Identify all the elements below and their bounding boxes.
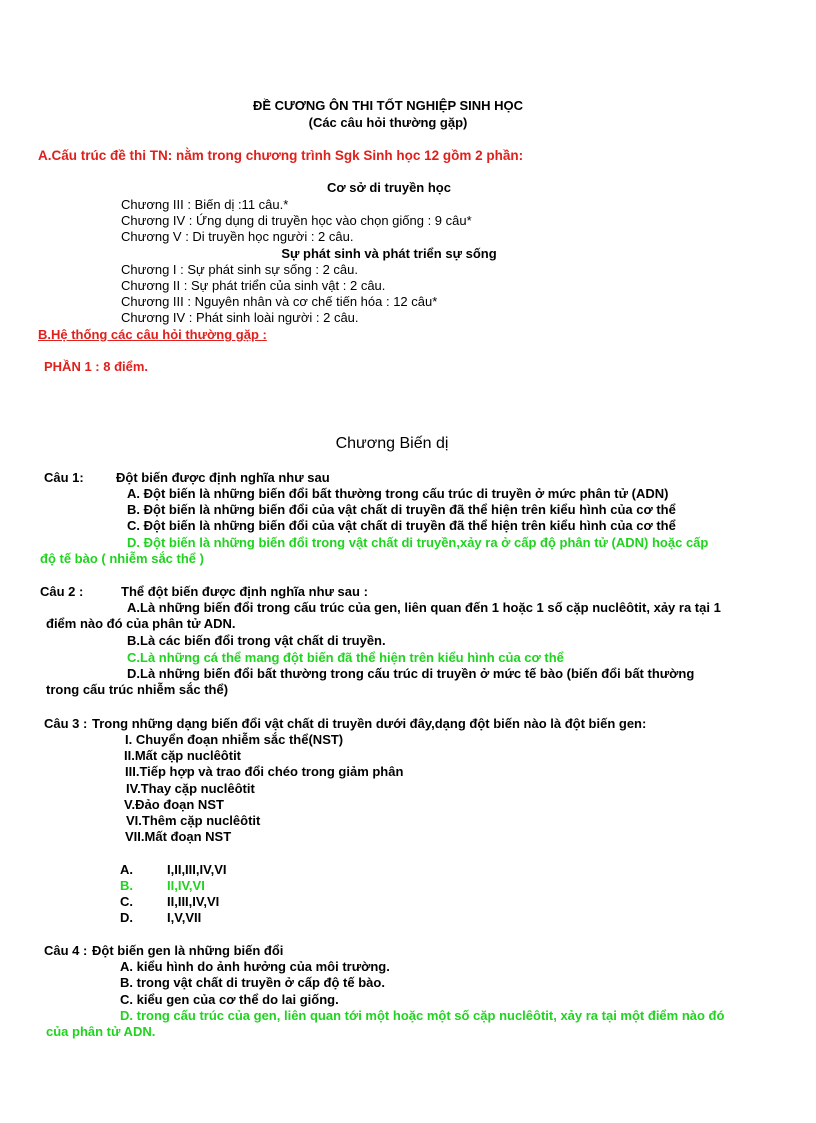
q3-option-value: I,V,VII xyxy=(167,910,202,925)
q3-item: VII.Mất đoạn NST xyxy=(125,829,232,844)
q3-item: III.Tiếp hợp và trao đổi chéo trong giảm phân xyxy=(125,764,404,779)
doc-subtitle: (Các câu hỏi thường gặp) xyxy=(308,115,468,130)
q4-option-b: B. trong vật chất di truyền ở cấp độ tế bào. xyxy=(120,975,385,990)
part2-title: Sự phát sinh và phát triển sự sống xyxy=(281,246,497,261)
q4-option-a: A. kiểu hình do ảnh hưởng của môi trường. xyxy=(120,959,390,974)
part2-item: Chương III : Nguyên nhân và cơ chế tiến hóa : 12 câu* xyxy=(121,294,438,309)
q3-option-value: I,II,III,IV,VI xyxy=(167,862,227,877)
q1-option-b: B. Đột biến là những biến đổi của vật chất di truyền đã thể hiện trên kiểu hình của cơ thể xyxy=(127,502,676,517)
section-b-heading: B.Hệ thống các câu hỏi thường gặp : xyxy=(38,327,267,342)
q4-option-d-cont: của phân tử ADN. xyxy=(46,1024,156,1039)
q3-option-key: A. xyxy=(120,862,133,877)
q2-option-b: B.Là các biến đổi trong vật chất di truyền. xyxy=(127,633,386,648)
q1-option-d: D. Đột biến là những biến đổi trong vật chất di truyền,xảy ra ở cấp độ phân tử (ADN) hoặc cấp xyxy=(127,535,709,550)
part1-item: Chương III : Biến dị :11 câu.* xyxy=(121,197,289,212)
q2-option-c: C.Là những cá thể mang đột biến đã thể hiện trên kiểu hình của cơ thể xyxy=(127,650,564,665)
q4-option-c: C. kiểu gen của cơ thể do lai giống. xyxy=(120,992,339,1007)
part1-item: Chương IV : Ứng dụng di truyền học vào chọn giống : 9 câu* xyxy=(121,213,472,228)
chapter-title: Chương Biến dị xyxy=(335,435,449,452)
q3-label: Câu 3 : xyxy=(44,716,88,731)
q3-question: Trong những dạng biến đổi vật chất di truyền dưới đây,dạng đột biến nào là đột biến gen: xyxy=(92,716,647,731)
q1-option-d-cont: độ tế bào ( nhiễm sắc thể ) xyxy=(40,551,204,566)
q2-question: Thể đột biến được định nghĩa như sau : xyxy=(121,584,368,599)
doc-title: ĐỀ CƯƠNG ÔN THI TỐT NGHIỆP SINH HỌC xyxy=(252,98,524,113)
q2-option-d: D.Là những biến đổi bất thường trong cấu trúc di truyền ở mức tế bào (biến đổi bất thường xyxy=(127,666,695,681)
q3-item: I. Chuyển đoạn nhiễm sắc thể(NST) xyxy=(125,732,344,747)
q2-option-d-cont: trong cấu trúc nhiễm sắc thể) xyxy=(46,682,229,697)
q3-option-value: II,III,IV,VI xyxy=(167,894,220,909)
part2-item: Chương I : Sự phát sinh sự sống : 2 câu. xyxy=(121,262,358,277)
q3-option-key: C. xyxy=(120,894,133,909)
q4-label: Câu 4 : xyxy=(44,943,88,958)
q3-option-value: II,IV,VI xyxy=(167,878,205,893)
q3-item: VI.Thêm cặp nuclêôtit xyxy=(126,813,261,828)
part1-title: Cơ sở di truyền học xyxy=(327,180,451,195)
q4-option-d: D. trong cấu trúc của gen, liên quan tới một hoặc một số cặp nuclêôtit, xảy ra tại một điểm nào đó xyxy=(120,1008,725,1023)
q1-option-a: A. Đột biến là những biến đổi bất thường trong cấu trúc di truyền ở mức phân tử (ADN) xyxy=(127,486,669,501)
q2-label: Câu 2 : xyxy=(40,584,84,599)
part2-item: Chương IV : Phát sinh loài người : 2 câu. xyxy=(121,310,359,325)
q2-option-a: A.Là những biến đổi trong cấu trúc của gen, liên quan đến 1 hoặc 1 số cặp nuclêôtit, xảy ra tại 1 xyxy=(127,600,721,615)
section-a-heading: A.Cấu trúc đề thi TN: nằm trong chương trình Sgk Sinh học 12 gồm 2 phần: xyxy=(38,148,524,163)
q3-item: V.Đảo đoạn NST xyxy=(124,797,224,812)
q3-option-key: B. xyxy=(120,878,133,893)
part2-item: Chương II : Sự phát triển của sinh vật : 2 câu. xyxy=(121,278,386,293)
q3-item: II.Mất cặp nuclêôtit xyxy=(124,748,242,763)
q3-option-key: D. xyxy=(120,910,133,925)
part-score: PHẦN 1 : 8 điểm. xyxy=(44,359,149,374)
q1-label: Câu 1: xyxy=(44,470,84,485)
q1-question: Đột biến được định nghĩa như sau xyxy=(116,470,330,485)
q4-question: Đột biến gen là những biến đổi xyxy=(92,943,284,958)
q2-option-a-cont: điểm nào đó của phân tử ADN. xyxy=(46,616,236,631)
q1-option-c: C. Đột biến là những biến đổi của vật chất di truyền đã thể hiện trên kiểu hình của cơ thể xyxy=(127,518,676,533)
q3-item: IV.Thay cặp nuclêôtit xyxy=(126,781,255,796)
part1-item: Chương V : Di truyền học người : 2 câu. xyxy=(121,229,354,244)
